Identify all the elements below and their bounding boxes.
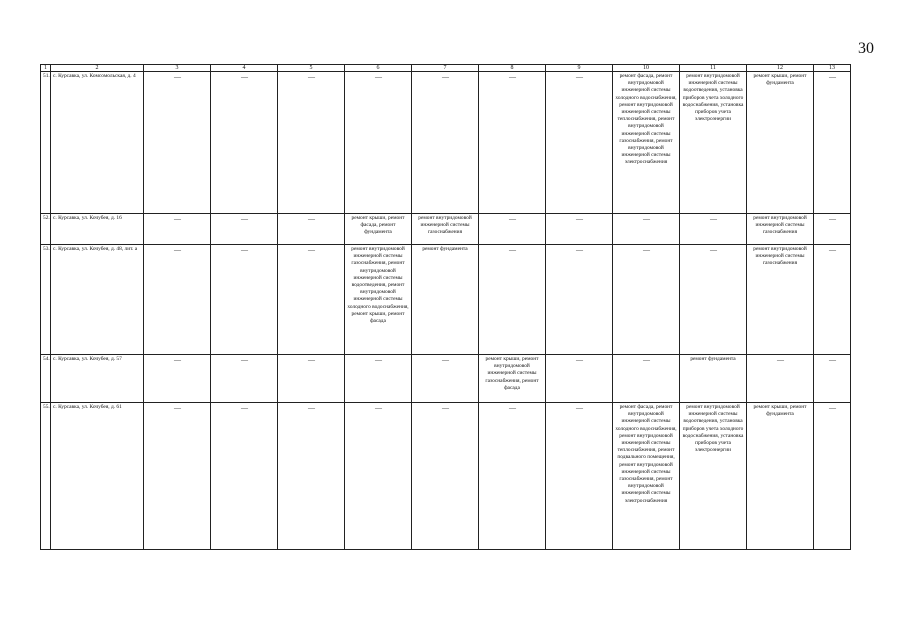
empty-dash-cell	[211, 72, 278, 214]
empty-dash-cell	[211, 214, 278, 245]
column-header: 4	[211, 65, 278, 72]
column-header: 11	[680, 65, 747, 72]
empty-dash-cell	[278, 72, 345, 214]
empty-dash-cell	[211, 403, 278, 550]
dash-mark: —	[375, 404, 381, 412]
dash-mark: —	[174, 356, 180, 364]
empty-dash-cell	[613, 355, 680, 403]
empty-dash-cell	[546, 72, 613, 214]
work-type-cell: ремонт внутридомовой инженерной системы газоснабжения	[747, 214, 814, 245]
repair-plan-table	[40, 64, 851, 550]
work-type-cell: ремонт внутридомовой инженерной системы водоотведения, установка приборов учета холодного водоснабжения, установка приборов учета электроэнергии	[680, 403, 747, 550]
address-cell: с. Курсавка, ул. Кочубея, д. 48, лит. а	[51, 245, 144, 355]
empty-dash-cell	[345, 403, 412, 550]
empty-dash-cell	[546, 403, 613, 550]
dash-mark: —	[375, 73, 381, 81]
address-cell: с. Курсавка, ул. Комсомольская, д. 4	[51, 72, 144, 214]
dash-mark: —	[829, 73, 835, 81]
dash-mark: —	[643, 215, 649, 223]
dash-mark: —	[777, 356, 783, 364]
empty-dash-cell	[613, 245, 680, 355]
dash-mark: —	[509, 215, 515, 223]
dash-mark: —	[308, 404, 314, 412]
work-type-cell: ремонт внутридомовой инженерной системы газоснабжения	[747, 245, 814, 355]
column-header: 6	[345, 65, 412, 72]
row-number-cell: 52.	[41, 214, 51, 245]
dash-mark: —	[241, 73, 247, 81]
empty-dash-cell	[278, 245, 345, 355]
empty-dash-cell	[345, 72, 412, 214]
dash-mark: —	[576, 356, 582, 364]
empty-dash-cell	[278, 355, 345, 403]
empty-dash-cell	[747, 355, 814, 403]
dash-mark: —	[308, 215, 314, 223]
column-header: 9	[546, 65, 613, 72]
empty-dash-cell	[278, 403, 345, 550]
work-type-cell: ремонт внутридомовой инженерной системы газоснабжения, ремонт внутридомовой инженерной системы водоотведения, ремонт внутридомовой инженерной системы холодного водоснабжения, ремонт крыши, ремонт фасада	[345, 245, 412, 355]
dash-mark: —	[308, 73, 314, 81]
address-cell: с. Курсавка, ул. Кочубея, д. 16	[51, 214, 144, 245]
column-header: 3	[144, 65, 211, 72]
dash-mark: —	[442, 73, 448, 81]
dash-mark: —	[241, 215, 247, 223]
dash-mark: —	[643, 356, 649, 364]
empty-dash-cell	[814, 72, 851, 214]
work-type-cell: ремонт внутридомовой инженерной системы водоотведения, установка приборов учета холодного водоснабжения, установка приборов учета электроэнергии	[680, 72, 747, 214]
dash-mark: —	[241, 246, 247, 254]
table-body	[41, 65, 851, 550]
dash-mark: —	[308, 246, 314, 254]
work-type-cell: ремонт фасада, ремонт внутридомовой инженерной системы холодного водоснабжения, ремонт внутридомовой инженерной системы теплоснабжения, ремонт внутридомовой инженерной системы газоснабжения, ремонт внутридомовой инженерной системы электроснабжения	[613, 72, 680, 214]
address-cell: с. Курсавка, ул. Кочубея, д. 61	[51, 403, 144, 550]
dash-mark: —	[509, 404, 515, 412]
empty-dash-cell	[412, 403, 479, 550]
dash-mark: —	[442, 356, 448, 364]
work-type-cell: ремонт крыши, ремонт внутридомовой инженерной системы газоснабжения, ремонт фасада	[479, 355, 546, 403]
empty-dash-cell	[479, 214, 546, 245]
dash-mark: —	[509, 246, 515, 254]
dash-mark: —	[710, 246, 716, 254]
work-type-cell: ремонт фундамента	[680, 355, 747, 403]
dash-mark: —	[710, 215, 716, 223]
column-header: 10	[613, 65, 680, 72]
empty-dash-cell	[680, 214, 747, 245]
dash-mark: —	[576, 404, 582, 412]
dash-mark: —	[829, 215, 835, 223]
column-header: 7	[412, 65, 479, 72]
column-header: 5	[278, 65, 345, 72]
work-type-cell: ремонт крыши, ремонт фундамента	[747, 403, 814, 550]
empty-dash-cell	[546, 245, 613, 355]
address-cell: с. Курсавка, ул. Кочубея, д. 57	[51, 355, 144, 403]
empty-dash-cell	[613, 214, 680, 245]
empty-dash-cell	[479, 72, 546, 214]
empty-dash-cell	[479, 403, 546, 550]
work-type-cell: ремонт крыши, ремонт фасада, ремонт фундамента	[345, 214, 412, 245]
empty-dash-cell	[144, 214, 211, 245]
row-number-cell: 54.	[41, 355, 51, 403]
dash-mark: —	[829, 246, 835, 254]
empty-dash-cell	[144, 72, 211, 214]
empty-dash-cell	[814, 245, 851, 355]
empty-dash-cell	[814, 403, 851, 550]
empty-dash-cell	[278, 214, 345, 245]
empty-dash-cell	[546, 355, 613, 403]
dash-mark: —	[241, 404, 247, 412]
empty-dash-cell	[814, 214, 851, 245]
dash-mark: —	[576, 73, 582, 81]
row-number-cell: 51.	[41, 72, 51, 214]
empty-dash-cell	[546, 214, 613, 245]
empty-dash-cell	[345, 355, 412, 403]
column-header: 2	[51, 65, 144, 72]
dash-mark: —	[375, 356, 381, 364]
table-row	[41, 72, 851, 214]
table-row	[41, 355, 851, 403]
work-type-cell: ремонт крыши, ремонт фундамента	[747, 72, 814, 214]
dash-mark: —	[174, 246, 180, 254]
row-number-cell: 55.	[41, 403, 51, 550]
dash-mark: —	[509, 73, 515, 81]
empty-dash-cell	[479, 245, 546, 355]
empty-dash-cell	[412, 355, 479, 403]
dash-mark: —	[829, 356, 835, 364]
table-row	[41, 214, 851, 245]
empty-dash-cell	[144, 403, 211, 550]
dash-mark: —	[643, 246, 649, 254]
empty-dash-cell	[144, 355, 211, 403]
empty-dash-cell	[211, 245, 278, 355]
column-header: 8	[479, 65, 546, 72]
dash-mark: —	[241, 356, 247, 364]
table-row	[41, 403, 851, 550]
work-type-cell: ремонт внутридомовой инженерной системы газоснабжения	[412, 214, 479, 245]
dash-mark: —	[174, 73, 180, 81]
dash-mark: —	[174, 404, 180, 412]
dash-mark: —	[442, 404, 448, 412]
table-row	[41, 245, 851, 355]
row-number-cell: 53.	[41, 245, 51, 355]
empty-dash-cell	[814, 355, 851, 403]
column-header: 1	[41, 65, 51, 72]
work-type-cell: ремонт фасада, ремонт внутридомовой инженерной системы холодного водоснабжения, ремонт внутридомовой инженерной системы теплоснабжения, ремонт подвального помещения, ремонт внутридомовой инженерной системы газоснабжения, ремонт внутридомовой инженерной системы электроснабжения	[613, 403, 680, 550]
dash-mark: —	[576, 215, 582, 223]
column-header: 12	[747, 65, 814, 72]
empty-dash-cell	[680, 245, 747, 355]
empty-dash-cell	[412, 72, 479, 214]
column-header: 13	[814, 65, 851, 72]
header-row	[41, 65, 851, 72]
dash-mark: —	[829, 404, 835, 412]
work-type-cell: ремонт фундамента	[412, 245, 479, 355]
page-number: 30	[858, 40, 874, 57]
empty-dash-cell	[144, 245, 211, 355]
empty-dash-cell	[211, 355, 278, 403]
dash-mark: —	[174, 215, 180, 223]
dash-mark: —	[308, 356, 314, 364]
dash-mark: —	[576, 246, 582, 254]
